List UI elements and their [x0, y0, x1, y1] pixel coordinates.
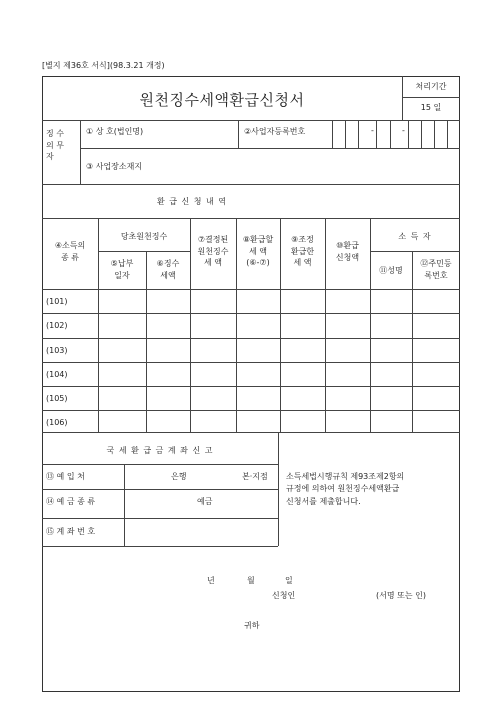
row-code: (101): [46, 297, 68, 306]
divider: [42, 218, 460, 219]
divider: [42, 410, 460, 411]
withholder-label: 징 수 의 무 자: [46, 129, 64, 162]
divider: [42, 184, 460, 185]
divider: [42, 338, 460, 339]
addressee-label: 귀하: [244, 621, 260, 630]
divider: [358, 120, 359, 148]
divider: [42, 120, 460, 121]
form-caption: [별지 제36호 서식](98.3.21 개정): [42, 61, 165, 70]
row-code: (104): [46, 370, 68, 379]
income-type-header: ④소득의 종 류: [54, 241, 86, 262]
divider: [42, 432, 460, 433]
form-title: 원천징수세액환급신청서: [139, 91, 305, 109]
divider: [332, 120, 333, 148]
divider: [447, 120, 448, 148]
business-address-label: ③ 사업장소재지: [86, 162, 143, 171]
pay-date-header: ⑤납부 일자: [110, 259, 134, 280]
divider: [42, 362, 460, 363]
processing-period-value: 15 일: [420, 103, 442, 112]
refund-request-header: ⑩환급 신청액: [335, 241, 360, 262]
tax-amount-header: ⑥징수 세액: [156, 259, 180, 280]
deposit-type-label: ⑭ 예 금 종 류: [46, 497, 96, 506]
submission-statement: 소득세법시행규칙 제93조제2항의 규정에 의하여 원천징수세액환급 신청서를 제출합니다.: [286, 472, 405, 506]
signature-note: (서명 또는 인): [376, 591, 426, 600]
bank-section-title: 국 세 환 급 금 계 좌 신 고: [106, 446, 214, 455]
divider: [42, 289, 460, 290]
business-number-separator: -: [402, 126, 405, 135]
divider: [421, 120, 422, 148]
refundable-tax-header: ⑧환급할 세 액 (⑥-⑦): [242, 235, 274, 268]
row-code: (106): [46, 418, 68, 427]
divider: [370, 251, 460, 252]
adjusted-refund-header: ⑨조정 환급한 세 액: [290, 235, 315, 268]
date-year-label: 년: [207, 576, 215, 585]
business-number-label: ②사업자등록번호: [244, 127, 306, 136]
row-code: (102): [46, 321, 68, 330]
divider: [98, 251, 190, 252]
row-code: (105): [46, 394, 68, 403]
divider: [42, 518, 278, 519]
processing-period-label: 처리기간: [415, 82, 447, 91]
earner-name-header: ⑪성명: [379, 266, 403, 275]
divider: [390, 120, 391, 148]
divider: [42, 386, 460, 387]
divider: [434, 120, 435, 148]
date-month-label: 월: [247, 576, 255, 585]
business-name-label: ① 상 호(법인명): [86, 127, 144, 136]
divider: [278, 432, 279, 546]
row-code: (103): [46, 346, 68, 355]
income-earner-header: 소 득 자: [398, 232, 432, 241]
business-number-separator: -: [371, 126, 374, 135]
account-number-label: ⑮ 계 좌 번 호: [46, 527, 96, 536]
applicant-label: 신청인: [272, 591, 296, 600]
divider: [376, 120, 377, 148]
deposit-place-label: ⑬ 예 입 처: [46, 472, 85, 481]
determined-tax-header: ⑦결정된 원천징수 세 액: [197, 235, 229, 268]
earner-id-header: ⑫주민등 록번호: [420, 259, 452, 280]
divider: [345, 120, 346, 148]
divider: [408, 120, 409, 148]
bank-suffix: 은행: [171, 472, 187, 481]
divider: [42, 313, 460, 314]
original-withholding-header: 당초원천징수: [120, 232, 168, 241]
branch-suffix: 본·지점: [242, 472, 268, 481]
divider: [124, 464, 125, 546]
divider: [402, 97, 460, 98]
date-day-label: 일: [285, 576, 293, 585]
deposit-suffix: 예금: [197, 497, 213, 506]
divider: [42, 546, 278, 547]
divider: [80, 148, 460, 149]
divider: [42, 489, 278, 490]
refund-section-title: 환 급 신 청 내 역: [156, 197, 228, 206]
divider: [238, 120, 239, 148]
divider: [42, 464, 278, 465]
